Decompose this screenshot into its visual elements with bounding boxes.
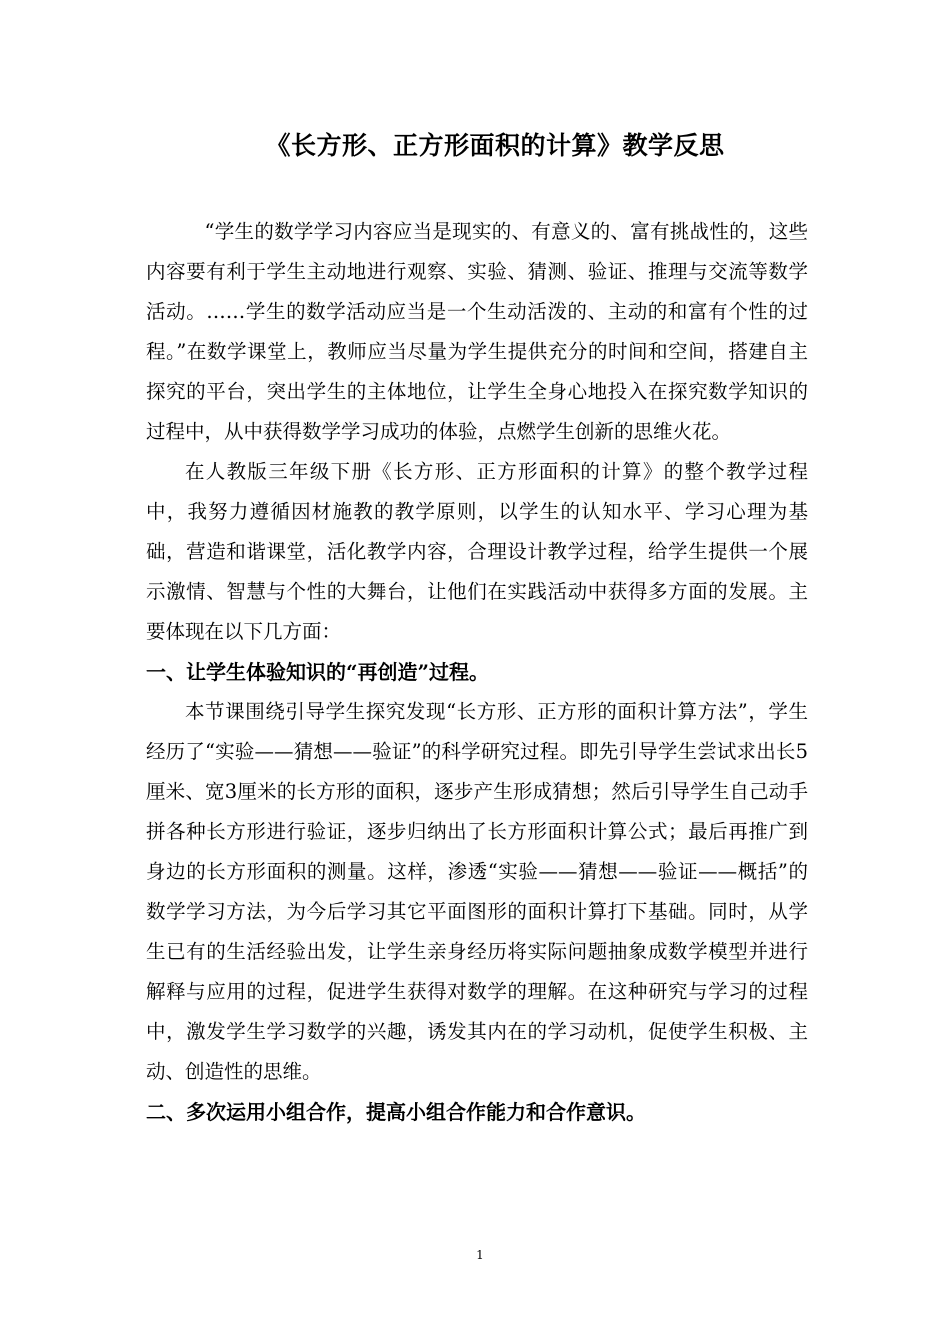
paragraph-quote: “学生的数学学习内容应当是现实的、有意义的、富有挑战性的，这些内容要有利于学生主动地进行观察、实验、猜测、验证、推理与交流等数学活动。……学生的数学活动应当是一个生动活泼的、主动的和富有个性的过程。”在数学课堂上，教师应当尽量为学生提供充分的时间和空间，搭建自主探究的平台，突出学生的主体地位，让学生全身心地投入在探究数学知识的过程中，从中获得数学学习成功的体验，点燃学生创新的思维火花。 [146, 220, 808, 443]
paragraph-overview: 在人教版三年级下册《长方形、正方形面积的计算》的整个教学过程中，我努力遵循因材施教的教学原则，以学生的认知水平、学习心理为基础，营造和谐课堂，活化教学内容，合理设计教学过程，给学生提供一个展示激情、智慧与个性的大舞台，让他们在实践活动中获得多方面的发展。主要体现在以下几方面： [146, 460, 808, 643]
paragraph-section-1: 本节课围绕引导学生探究发现“长方形、正方形的面积计算方法”，学生经历了“实验——猜想——验证”的科学研究过程。即先引导学生尝试求出长5厘米、宽3厘米的长方形的面积，逐步产生形成猜想；然后引导学生自己动手拼各种长方形进行验证，逐步归纳出了长方形面积计算公式；最后再推广到身边的长方形面积的测量。这样，渗透“实验——猜想——验证——概括”的数学学习方法，为今后学习其它平面图形的面积计算打下基础。同时，从学生已有的生活经验出发，让学生亲身经历将实际问题抽象成数学模型并进行解释与应用的过程，促进学生获得对数学的理解。在这种研究与学习的过程中，激发学生学习数学的兴趣，诱发其内在的学习动机，促使学生积极、主动、创造性的思维。 [146, 700, 808, 1083]
section-heading-1: 一、让学生体验知识的“再创造”过程。 [146, 660, 490, 684]
document-body [146, 212, 808, 1132]
section-heading-2: 二、多次运用小组合作，提高小组合作能力和合作意识。 [146, 1100, 646, 1124]
page-number: 1 [476, 1248, 484, 1262]
document-title: 《长方形、正方形面积的计算》教学反思 [265, 131, 725, 160]
